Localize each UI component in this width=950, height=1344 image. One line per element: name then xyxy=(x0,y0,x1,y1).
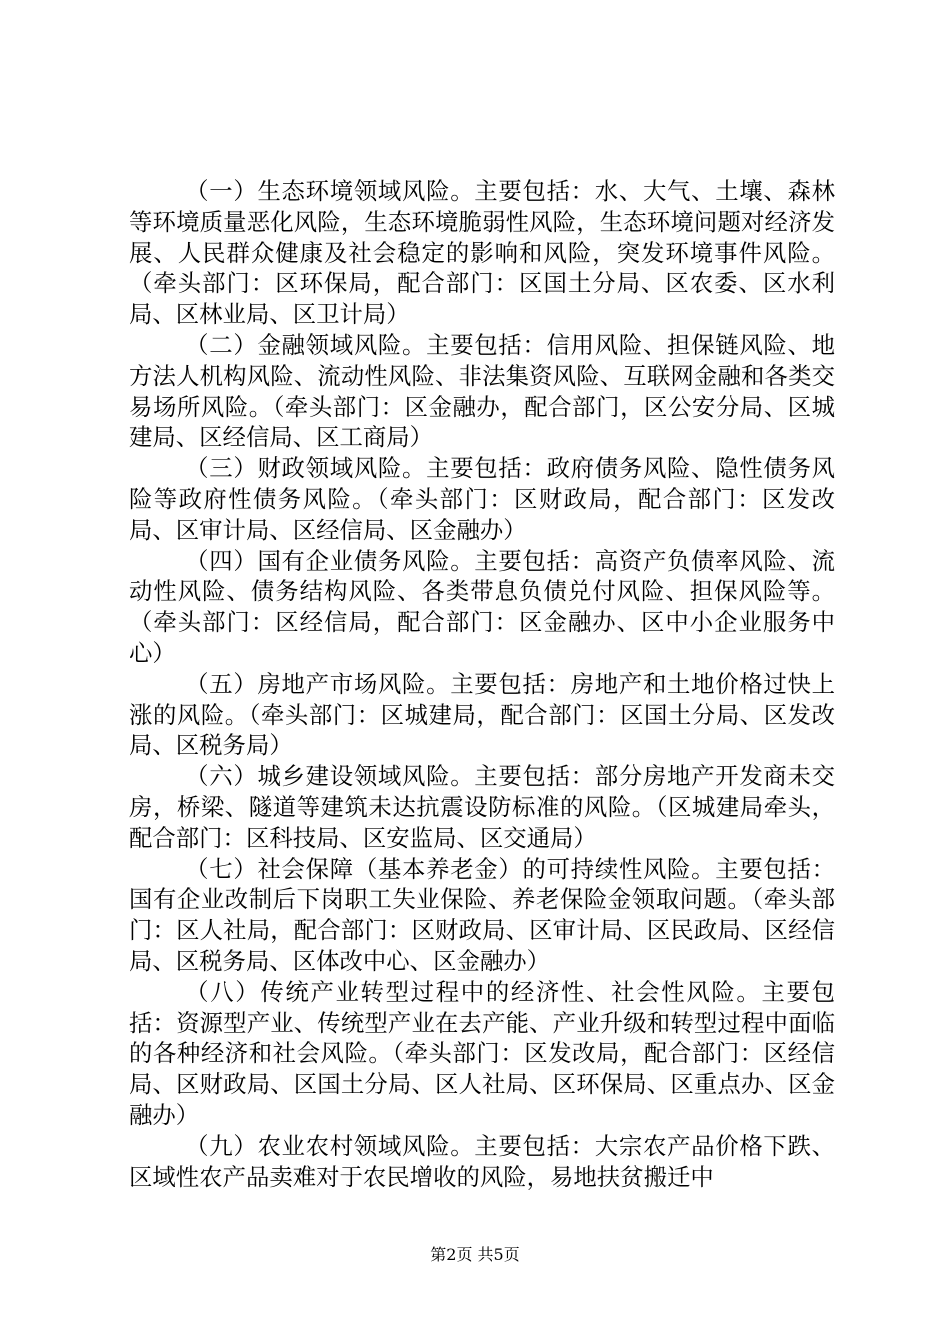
paragraph-industry-transformation-risk: （八）传统产业转型过程中的经济性、社会性风险。主要包括：资源型产业、传统型产业在去产能、产业升级和转型过程中面临的各种经济和社会风险。（牵头部门：区发改局，配合部门：区经信局、区财政局、区国土分局、区人社局、区环保局、区重点办、区金融办） xyxy=(129,977,835,1129)
document-body xyxy=(129,176,835,1192)
paragraph-urban-rural-construction-risk: （六）城乡建设领域风险。主要包括：部分房地产开发商未交房，桥梁、隧道等建筑未达抗震设防标准的风险。（区城建局牵头，配合部门：区科技局、区安监局、区交通局） xyxy=(129,762,835,852)
paragraph-finance-risk: （二）金融领域风险。主要包括：信用风险、担保链风险、地方法人机构风险、流动性风险、非法集资风险、互联网金融和各类交易场所风险。（牵头部门：区金融办，配合部门，区公安分局、区城建局、区经信局、区工商局） xyxy=(129,330,835,452)
page-number-footer: 第2页 共5页 xyxy=(430,1245,520,1264)
paragraph-soe-debt-risk: （四）国有企业债务风险。主要包括：高资产负债率风险、流动性风险、债务结构风险、各类带息负债兑付风险、担保风险等。（牵头部门：区经信局，配合部门：区金融办、区中小企业服务中心） xyxy=(129,546,835,667)
paragraph-agriculture-risk: （九）农业农村领域风险。主要包括：大宗农产品价格下跌、区域性农产品卖难对于农民增收的风险，易地扶贫搬迁中 xyxy=(129,1131,835,1191)
paragraph-social-security-risk: （七）社会保障（基本养老金）的可持续性风险。主要包括：国有企业改制后下岗职工失业保险、养老保险金领取问题。（牵头部门：区人社局，配合部门：区财政局、区审计局、区民政局、区经信局、区税务局、区体改中心、区金融办） xyxy=(129,854,835,975)
paragraph-fiscal-risk: （三）财政领域风险。主要包括：政府债务风险、隐性债务风险等政府性债务风险。（牵头部门：区财政局，配合部门：区发改局、区审计局、区经信局、区金融办） xyxy=(129,454,835,544)
paragraph-ecology-risk: （一）生态环境领域风险。主要包括：水、大气、土壤、森林等环境质量恶化风险，生态环境脆弱性风险，生态环境问题对经济发展、人民群众健康及社会稳定的影响和风险，突发环境事件风险。（牵头部门：区环保局，配合部门：区国土分局、区农委、区水利局、区林业局、区卫计局） xyxy=(129,177,835,329)
paragraph-real-estate-risk: （五）房地产市场风险。主要包括：房地产和土地价格过快上涨的风险。（牵头部门：区城建局，配合部门：区国土分局、区发改局、区税务局） xyxy=(129,669,835,760)
